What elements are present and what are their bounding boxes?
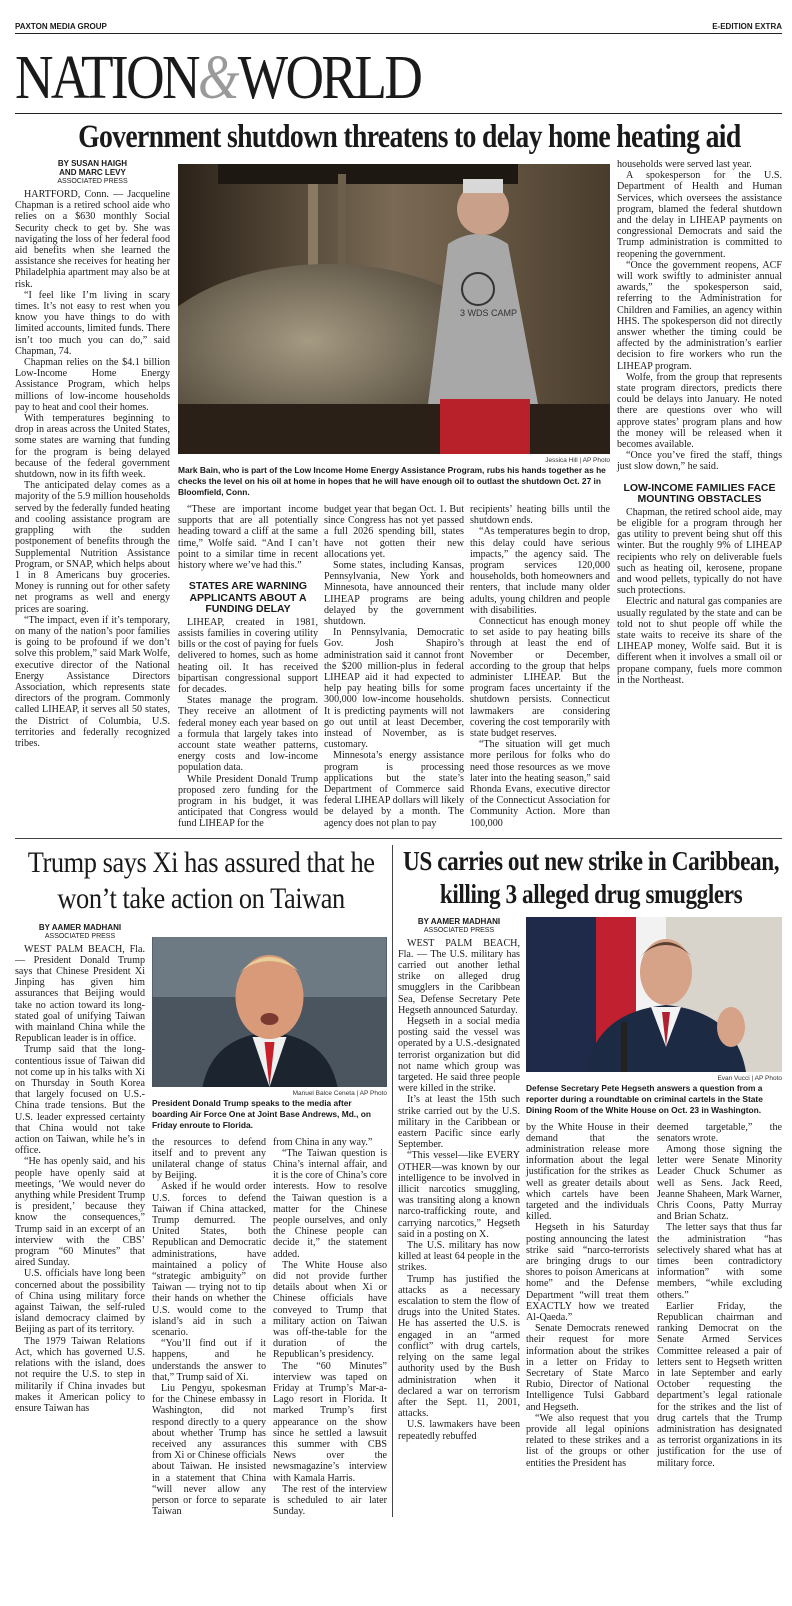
top-story <box>15 159 782 830</box>
top-story-headline-wrap <box>15 117 782 159</box>
article-paragraph: “The Taiwan question is China’s internal affair, and it is the core of China’s core interests. How to resolve the Taiwan question is a matter for the Chinese people ourselves, and only the Chinese people can decide it,” the statement added. <box>273 1147 387 1260</box>
article-paragraph: “As temperatures begin to drop, this delay could have serious impacts,” the agency said. The program services 120,000 households, both homeowners and renters, that include many older adults, young children and people with disabilities. <box>470 526 610 616</box>
article-paragraph: In Pennsylvania, Democratic Gov. Josh Shapiro’s administration said it cannot front the $200 million-plus in federal LIHEAP aid it had expected to help pay heating bills for some 300,000 low-income households. It is predicting payments will not go out until at least December, instead of November, as is customary. <box>324 627 464 751</box>
article-paragraph: With temperatures beginning to drop in areas across the United States, some states are warning that funding for the program is being delayed because of the federal government shutdown, now in its fifth week. <box>15 413 170 481</box>
masthead-nation: NATION <box>15 44 198 112</box>
taiwan-story-column-2 <box>152 1137 266 1518</box>
article-paragraph: deemed targetable,” the senators wrote. <box>657 1121 782 1144</box>
article-paragraph: “Once you’ve fired the staff, things just slow down,” he said. <box>617 450 782 473</box>
story-divider <box>15 838 782 839</box>
masthead-world: WORLD <box>237 44 421 112</box>
strike-story-headline-wrap <box>398 845 782 911</box>
masthead-rule <box>15 113 782 114</box>
article-paragraph: States manage the program. They receive an allotment of federal money each year based on a formula that largely takes into account state weather patterns, energy costs and low-income population data. <box>178 695 318 774</box>
taiwan-story-left <box>15 923 145 1415</box>
article-paragraph: “These are important income supports that are all potentially heading toward a cliff at the same time,” Wolfe said. “And I can’t point to a similar time in recent history where we’ve had this.” <box>178 504 318 572</box>
article-paragraph: The U.S. military has now killed at least 64 people in the strikes. <box>398 1240 520 1274</box>
article-paragraph: Chapman, the retired school aide, may be eligible for a program through her gas utility to prevent being shut off this winter. But the roughly 9% of LIHEAP recipients who rely on deliverable fuels such as heating oil, kerosene, propane and wood pellets, typically do not have such protections. <box>617 506 782 597</box>
top-story-photo-credit: Jessica Hill | AP Photo <box>545 457 610 464</box>
article-paragraph: The anticipated delay comes as a majority of the 5.9 million households served by the federally funded heating and cooling assistance program are grappling with the sudden postponement of benefits through the Supplemental Nutrition Assistance Program, or SNAP, which helps about 1 in 8 Americans buy groceries. Money is running out for other safety net programs as well and energy prices are soaring. <box>15 480 170 615</box>
article-paragraph: Connecticut has enough money to set aside to pay heating bills through at least the end of November or December, according to the group that helps administer LIHEAP. But the program faces uncertainty if the shutdown persists. Connecticut lawmakers are considering covering the cost temporarily with state budget reserves. <box>470 616 610 740</box>
strike-story-lower-columns <box>526 1122 782 1469</box>
top-story-headline: Government shutdown threatens to delay home heating aid <box>78 119 741 155</box>
article-paragraph: The White House also did not provide further details about when Xi or Chinese officials have conveyed to Trump that military action on Taiwan was off-the-table for the duration of the Republican’s presidency. <box>273 1259 387 1361</box>
taiwan-story-lower-columns <box>152 1137 387 1518</box>
article-paragraph: “The situation will get much more perilous for folks who do need those resources as we move later into the heating season,” said Rhonda Evans, executive director of the Connecticut Association for Community Action. More than 100,000 <box>470 739 610 829</box>
article-paragraph: recipients’ heating bills until the shutdown ends. <box>470 504 610 527</box>
article-paragraph: Liu Pengyu, spokesman for the Chinese embassy in Washington, did not respond directly to a query about whether Trump has received any assurances from Xi or Chinese officials about Taiwan. He insisted in a statement that China “will never allow any person or force to separate Taiwan <box>152 1383 266 1518</box>
strike-story-photo <box>526 917 782 1072</box>
top-story-column-1 <box>15 189 170 749</box>
taiwan-story-photo-caption: President Donald Trump speaks to the media after boarding Air Force One at Joint Base Andrews, Md., on Friday enroute to Florida. <box>152 1097 372 1130</box>
byline-name: BY AAMER MADHANI <box>417 916 501 926</box>
article-paragraph: Electric and natural gas companies are usually regulated by the state and can be told not to shut people off while the state waits to receive its share of the LIHEAP money, Wolfe said. But it is different when it involves a small oil or propane company, fuels more common in the Northeast. <box>617 596 782 686</box>
article-paragraph: WEST PALM BEACH, Fla. — President Donald Trump says that Chinese President Xi Jinping has given him assurances that Beijing would take no action toward its long-stated goal of unifying Taiwan with mainland China while the Republican leader is in office. <box>15 943 145 1045</box>
top-story-column-3 <box>324 504 464 829</box>
taiwan-story-right <box>152 923 387 1518</box>
article-paragraph: The “60 Minutes” interview was taped on Friday at Trump’s Mar-a-Lago resort in Florida. It marked Trump’s first appearance on the show since he settled a lawsuit this summer with CBS News over the newsmagazine’s interview with Kamala Harris. <box>273 1360 387 1484</box>
byline-agency: ASSOCIATED PRESS <box>57 178 128 185</box>
article-paragraph: “I feel like I’m living in scary times. It’s not easy to rest when you know you have things to do with limited accounts, limited funds. There isn’t too much you can do,” said Chapman, 74. <box>15 289 170 357</box>
article-paragraph: “This vessel—like EVERY OTHER—was known by our intelligence to be involved in illicit narcotics smuggling, was transiting along a known narco-trafficking route, and carrying narcotics,” Hegseth said in a posting on X. <box>398 1150 520 1240</box>
strike-story-column-2 <box>526 1122 649 1469</box>
article-paragraph: HARTFORD, Conn. — Jacqueline Chapman is a retired school aide who relies on a $630 monthly Social Security check to get by. She was navigating the loss of her federal food aid benefits when she learned the assistance she receives for heating her Philadelphia apartment may also be at risk. <box>15 189 170 290</box>
article-paragraph: U.S. officials have long been concerned about the possibility of China using military force against Taiwan, the self-ruled island democracy claimed by Beijing as part of its territory. <box>15 1268 145 1336</box>
article-paragraph: LIHEAP, created in 1981, assists families in covering utility bills or the cost of paying for fuels delivered to homes, such as home heating oil. It has received bipartisan congressional support for decades. <box>178 616 318 695</box>
article-paragraph: Hegseth in his Saturday posting announcing the latest strike said “narco-terrorists are bringing drugs to our shores to poison Americans at home” and the Defense Department “will treat them EXACTLY how we treated Al-Qaeda.” <box>526 1222 649 1324</box>
article-paragraph: Wolfe, from the group that represents state program directors, predicts there could be delays into January. He noted there are questions over who will approve states’ program plans and how the money will be released when it becomes available. <box>617 371 782 451</box>
taiwan-story-photo-credit: Manuel Balce Ceneta | AP Photo <box>292 1089 387 1097</box>
article-paragraph: from China in any way.” <box>273 1136 373 1148</box>
sweatshirt-text: 3 WDS CAMP <box>460 308 518 318</box>
article-paragraph: Some states, including Kansas, Pennsylvania, New York and Minnesota, have announced their LIHEAP programs are being delayed by the government shutdown. <box>324 560 464 628</box>
top-story-lower-columns <box>178 504 610 830</box>
man-with-oil-tank-image <box>178 164 610 454</box>
article-paragraph: “You’ll find out if it happens, and he understands the answer to that,” Trump said of Xi. <box>152 1338 266 1383</box>
article-paragraph: Earlier Friday, the Republican chairman and ranking Democrat on the Senate Armed Services Committee released a pair of letters sent to Hegseth written in late September and early October requesting the department’s legal rationale for the strikes and the list of drug cartels that the Trump administration has designated as terrorist organizations in its justification for the use of military force. <box>657 1300 782 1469</box>
article-paragraph: “The impact, even if it’s temporary, on many of the nation’s poor families is going to be profound if we don’t solve this problem,” said Mark Wolfe, executive director of the National Energy Assistance Directors Association, which represents state directors of the program. Commonly called LIHEAP, it serves all 50 states, the District of Columbia, U.S. territories and federally recognized tribes. <box>15 614 170 749</box>
strike-story <box>393 845 782 1469</box>
taiwan-story-byline <box>15 923 145 941</box>
article-paragraph: by the White House in their demand that the administration release more information about the legal justification for the strikes as well as greater details about which cartels have been targeted and the individuals killed. <box>526 1121 649 1223</box>
article-paragraph: Senate Democrats renewed their request for more information about the strikes in a letter on Friday to Secretary of State Marco Rubio, Director of National Intelligence Tulsi Gabbard and Hegseth. <box>526 1323 649 1413</box>
publisher-name: PAXTON MEDIA GROUP <box>15 22 107 31</box>
top-story-photo <box>178 164 610 454</box>
strike-story-left <box>398 917 520 1442</box>
article-paragraph: “He has openly said, and his people have openly said at meetings, ‘We would never do anything while President Trump is president,’ because they know the consequences,” Trump said in an excerpt of an interview with the CBS’ program “60 Minutes” that aired Sunday. <box>15 1156 145 1269</box>
byline-agency: ASSOCIATED PRESS <box>423 926 495 934</box>
article-paragraph: It’s at least the 15th such strike carried out by the U.S. military in the Caribbean or eastern Pacific since early September. <box>398 1094 520 1151</box>
article-paragraph: budget year that began Oct. 1. But since Congress has not yet passed a full 2026 spending bill, states have not gotten their new allocations yet. <box>324 504 464 560</box>
top-story-middle <box>178 159 610 830</box>
strike-story-column-3 <box>657 1122 782 1469</box>
taiwan-story-headline-wrap <box>15 845 387 917</box>
subhead: LOW-INCOME FAMILIES FACE MOUNTING OBSTACLES <box>623 481 776 506</box>
article-paragraph: “Once the government reopens, ACF will work swiftly to administer annual awards,” the spokesperson said, referring to the Administration for Children and Families, an agency within HHS. The spokesperson did not directly answer whether the timing could be affected by the administration’s earlier decision to fire workers who run the LIHEAP program. <box>617 259 782 372</box>
trump-speaking-image <box>152 937 387 1087</box>
article-paragraph: Asked if he would order U.S. forces to defend Taiwan if China attacked, Trump demurred. The United States, both Republican and Democratic administrations, have maintained a policy of “strategic ambiguity” on Taiwan — trying not to tip their hands on whether the U.S. would come to the island’s aid in such a scenario. <box>152 1181 266 1339</box>
strike-story-column-1 <box>398 938 520 1442</box>
article-paragraph: The rest of the interview is scheduled to air later Sunday. <box>273 1483 387 1518</box>
taiwan-story-column-3 <box>273 1137 387 1518</box>
article-paragraph: Trump said that the long-contentious issue of Taiwan did not come up in his talks with Xi on Thursday in South Korea that largely focused on U.S.-China trade tensions. But the U.S. leader expressed certainty that China would not take action on Taiwan, while he’s in office. <box>15 1044 145 1157</box>
article-paragraph: households were served last year. <box>617 159 752 170</box>
top-story-column-2 <box>178 504 318 830</box>
hegseth-roundtable-image <box>526 917 782 1072</box>
masthead-ampersand: & <box>197 44 238 112</box>
top-bar <box>15 22 782 34</box>
byline-name: BY SUSAN HAIGH <box>57 159 128 168</box>
byline-name: BY AAMER MADHANI <box>38 922 122 932</box>
article-paragraph: WEST PALM BEACH, Fla. — The U.S. military has carried out another lethal strike on alleged drug smugglers in the Caribbean Sea, Defense Secretary Pete Hegseth announced Saturday. <box>398 937 520 1016</box>
article-paragraph: While President Donald Trump proposed zero funding for the program in his budget, it was anticipated that Congress would fund LIHEAP for the <box>178 773 318 830</box>
article-paragraph: Minnesota’s energy assistance program is processing applications but the state’s Department of Commerce said federal LIHEAP dollars will likely be delayed by a month. The agency does not plan to pay <box>324 750 464 829</box>
taiwan-story-headline: Trump says Xi has assured that he won’t take action on Taiwan <box>27 845 375 915</box>
top-story-column-5 <box>617 159 782 686</box>
top-story-photo-caption: Mark Bain, who is part of the Low Income Home Energy Assistance Program, rubs his hands together as he checks the level on his oil at home in hopes that he will have enough oil to outlast the shutdown Oct. 27 in Bloomfield, Conn. <box>178 465 606 497</box>
strike-story-body <box>398 917 782 1469</box>
article-paragraph: The 1979 Taiwan Relations Act, which has governed U.S. relations with the island, does not require the U.S. to step in militarily if China invades but makes it American policy to ensure Taiwan has <box>15 1335 145 1414</box>
article-paragraph: U.S. lawmakers have been repeatedly rebuffed <box>398 1419 520 1442</box>
article-paragraph: A spokesperson for the U.S. Department of Health and Human Services, which oversees the assistance program, blamed the federal shutdown and the delay in LIHEAP payments on congressional Democrats and said the Trump administration is committed to reopening the government. <box>617 170 782 260</box>
article-paragraph: “We also request that you provide all legal opinions related to these strikes and a list of the groups or other entities the President has <box>526 1412 649 1469</box>
subhead: STATES ARE WARNING APPLICANTS ABOUT A FUNDING DELAY <box>188 580 308 616</box>
taiwan-story <box>15 845 393 1518</box>
strike-story-photo-credit: Evan Vucci | AP Photo <box>717 1074 782 1082</box>
byline-agency: ASSOCIATED PRESS <box>44 932 116 940</box>
top-story-byline <box>15 159 170 186</box>
article-paragraph: Hegseth in a social media posting said the vessel was operated by a U.S.-designated terrorist organization but did not name which group was targeted. He said three people were killed in the strike. <box>398 1016 520 1095</box>
newspaper-page <box>0 22 792 1517</box>
article-paragraph: Trump has justified the attacks as a necessary escalation to stem the flow of drugs into the United States. He has asserted the U.S. is engaged in an “armed conflict” with drug cartels, relying on the same legal authority used by the Bush administration when it declared a war on terrorism after the Sept. 11, 2001, attacks. <box>398 1273 520 1420</box>
edition-label: E-EDITION EXTRA <box>712 22 782 31</box>
section-masthead <box>15 44 782 112</box>
article-paragraph: the resources to defend itself and to prevent any unilateral change of status by Beijing. <box>152 1136 266 1182</box>
strike-story-photo-caption: Defense Secretary Pete Hegseth answers a question from a reporter during a roundtable on criminal cartels in the State Dining Room of the White House on Oct. 23 in Washington. <box>526 1082 763 1115</box>
byline-name: AND MARC LEVY <box>59 168 126 177</box>
strike-story-headline: US carries out new strike in Caribbean, killing 3 alleged drug smugglers <box>403 845 780 909</box>
strike-story-byline <box>398 917 520 935</box>
bottom-stories <box>15 845 782 1518</box>
article-paragraph: Among those signing the letter were Senate Minority Leader Chuck Schumer as well as Sens. Jack Reed, Jeanne Shaheen, Mark Warner, Chris Coons, Patty Murray and Brian Schatz. <box>657 1143 782 1223</box>
top-story-left <box>15 159 170 749</box>
article-paragraph: The letter says that thus far the administration “has selectively shared what has at times been contradictory information” with some members, “while excluding others.” <box>657 1222 782 1301</box>
taiwan-story-photo <box>152 937 387 1087</box>
taiwan-story-column-1 <box>15 944 145 1415</box>
article-paragraph: Chapman relies on the $4.1 billion Low-Income Home Energy Assistance Program, which helps millions of low-income households pay to heat and cool their homes. <box>15 357 170 413</box>
strike-story-right <box>526 917 782 1469</box>
taiwan-story-body <box>15 923 387 1518</box>
top-story-column-4 <box>470 504 610 829</box>
